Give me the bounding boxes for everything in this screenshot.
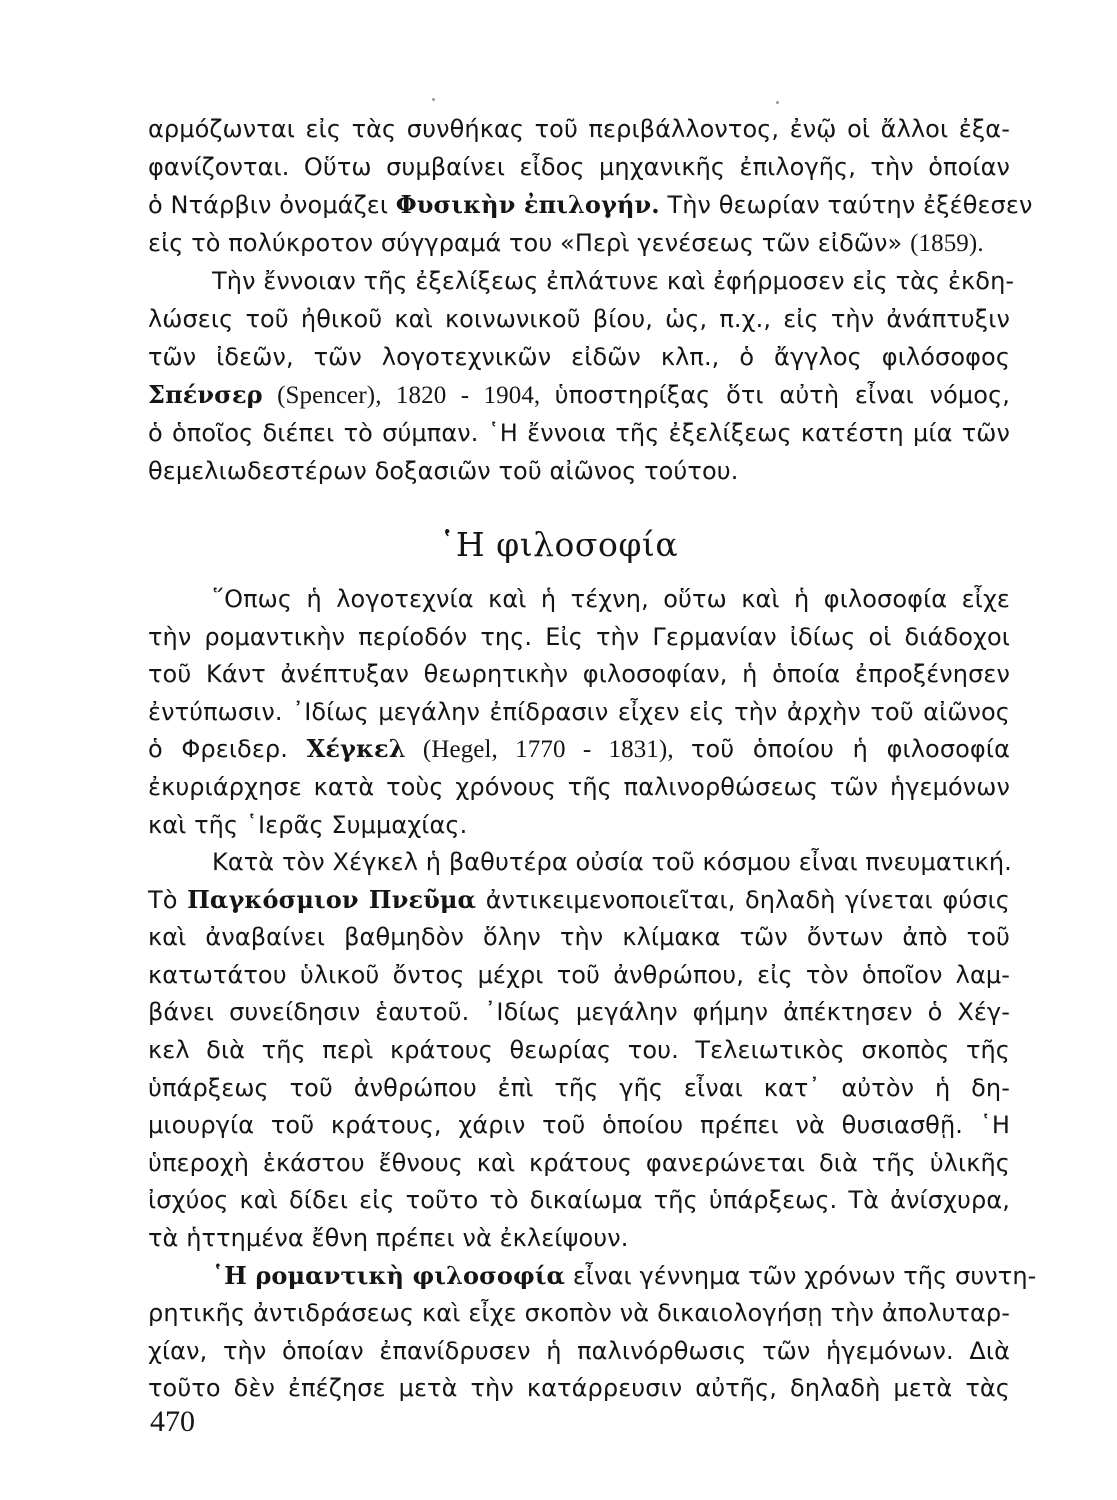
text-line bbox=[148, 730, 1010, 768]
bold-term-natural-selection: Φυσικὴν ἐπιλογήν. bbox=[395, 190, 660, 219]
text-line: κατωτάτου ὑλικοῦ ὄντος μέχρι τοῦ ἀνθρώπου, εἰς τὸν ὁποῖον λαμ- bbox=[148, 960, 1010, 989]
text-line: λώσεις τοῦ ἠθικοῦ καὶ κοινωνικοῦ βίου, ὡς, π.χ., εἰς τὴν ἀνάπτυξιν bbox=[148, 305, 1010, 333]
text-segment: Τὸ bbox=[148, 885, 188, 914]
text-line bbox=[148, 376, 1010, 414]
text-line: θεμελιωδεστέρων δοξασιῶν τοῦ αἰῶνος τούτου. bbox=[148, 457, 739, 485]
year-text: (1859). bbox=[910, 230, 984, 257]
text-line bbox=[148, 881, 1010, 919]
bold-name-hegel: Χέγκελ bbox=[306, 734, 406, 764]
text-line: τοῦτο δὲν ἐπέζησε μετὰ τὴν κατάρρευσιν αὐτῆς, δηλαδὴ μετὰ τὰς bbox=[148, 1374, 1010, 1403]
bold-name-spencer: Σπένσερ bbox=[148, 380, 263, 409]
text-line: τῶν ἰδεῶν, τῶν λογοτεχνικῶν εἰδῶν κλπ., ὁ ἄγγλος φιλόσοφος bbox=[148, 343, 1010, 371]
print-speck bbox=[776, 101, 779, 104]
text-segment: Τὴν θεωρίαν ταύτην ἐξέθεσεν bbox=[659, 191, 1033, 219]
text-line bbox=[148, 186, 1033, 224]
text-line: τὰ ἡττημένα ἔθνη πρέπει νὰ ἐκλείψουν. bbox=[148, 1224, 629, 1252]
text-line: μιουργία τοῦ κράτους, χάριν τοῦ ὁποίου πρέπει νὰ θυσιασθῇ. ῾Η bbox=[148, 1111, 1010, 1140]
page-number: 470 bbox=[150, 1405, 195, 1438]
text-line: ρητικῆς ἀντιδράσεως καὶ εἶχε σκοπὸν νὰ δικαιολογήσῃ τὴν ἀπολυταρ- bbox=[148, 1299, 1010, 1328]
text-line: βάνει συνείδησιν ἑαυτοῦ. ᾿Ιδίως μεγάλην φήμην ἀπέκτησεν ὁ Χέγ- bbox=[148, 998, 1010, 1027]
text-segment: ὁ Ντάρβιν ὀνομάζει bbox=[148, 191, 396, 219]
text-line bbox=[148, 224, 1010, 262]
section-heading: ῾Η φιλοσοφία bbox=[438, 525, 679, 564]
text-line: Τὴν ἔννοιαν τῆς ἐξελίξεως ἐπλάτυνε καὶ ἐφήρμοσεν εἰς τὰς ἐκδη- bbox=[212, 267, 1015, 295]
text-line: ἰσχύος καὶ δίδει εἰς τοῦτο τὸ δικαίωμα τῆς ὑπάρξεως. Τὰ ἀνίσχυρα, bbox=[148, 1186, 1010, 1215]
text-line: κελ διὰ τῆς περὶ κράτους θεωρίας του. Τελειωτικὸς σκοπὸς τῆς bbox=[148, 1036, 1010, 1064]
text-line: ῞Οπως ἡ λογοτεχνία καὶ ἡ τέχνη, οὕτω καὶ ἡ φιλοσοφία εἶχε bbox=[212, 585, 1010, 613]
text-line: ἐντύπωσιν. ᾿Ιδίως μεγάλην ἐπίδρασιν εἶχεν εἰς τὴν ἀρχὴν τοῦ αἰῶνος bbox=[148, 697, 1010, 726]
text-segment: ὑποστηρίξας ὅτι αὐτὴ εἶναι νόμος, bbox=[554, 381, 1010, 409]
latin-name-dates: (Hegel, 1770 - 1831), bbox=[405, 736, 691, 764]
latin-name-dates: (Spencer), 1820 - 1904, bbox=[262, 382, 555, 409]
bold-term-romantic-philosophy: ῾Η ρομαντικὴ φιλοσοφία bbox=[212, 1260, 566, 1290]
text-segment: ἀντικειμενοποιεῖται, δηλαδὴ γίνεται φύσις bbox=[476, 885, 1010, 914]
text-line: ἐκυριάρχησε κατὰ τοὺς χρόνους τῆς παλινορθώσεως τῶν ἡγεμόνων bbox=[148, 773, 1010, 801]
text-line: ὑπάρξεως τοῦ ἀνθρώπου ἐπὶ τῆς γῆς εἶναι κατ᾿ αὐτὸν ἡ δη- bbox=[148, 1073, 1010, 1102]
text-line: φανίζονται. Οὕτω συμβαίνει εἶδος μηχανικῆς ἐπιλογῆς, τὴν ὁποίαν bbox=[148, 153, 1010, 181]
text-line: ὑπεροχὴ ἑκάστου ἔθνους καὶ κράτους φανερώνεται διὰ τῆς ὑλικῆς bbox=[148, 1148, 1010, 1177]
text-segment: εἶναι γέννημα τῶν χρόνων τῆς συντη- bbox=[565, 1261, 1037, 1290]
bold-term-world-spirit: Παγκόσμιον Πνεῦμα bbox=[187, 884, 477, 914]
text-line: τοῦ Κάντ ἀνέπτυξαν θεωρητικὴν φιλοσοφίαν, ἡ ὁποία ἐπροξένησεν bbox=[148, 660, 1010, 689]
text-segment: εἰς τὸ πολύκροτον σύγγραμά του «Περὶ γενέσεως τῶν εἰδῶν» bbox=[148, 229, 911, 257]
text-segment: ὁ Φρειδερ. bbox=[148, 735, 307, 764]
text-line bbox=[212, 1257, 1037, 1295]
text-line: καὶ ἀναβαίνει βαθμηδὸν ὅλην τὴν κλίμακα τῶν ὄντων ἀπὸ τοῦ bbox=[148, 923, 1010, 952]
text-line: ὁ ὁποῖος διέπει τὸ σύμπαν. ῾Η ἔννοια τῆς ἐξελίξεως κατέστη μία τῶν bbox=[148, 419, 1010, 447]
text-line: χίαν, τὴν ὁποίαν ἐπανίδρυσεν ἡ παλινόρθωσις τῶν ἡγεμόνων. Διὰ bbox=[148, 1336, 1010, 1365]
print-speck bbox=[432, 98, 435, 101]
text-line: αρμόζωνται εἰς τὰς συνθήκας τοῦ περιβάλλοντος, ἐνῷ οἱ ἄλλοι ἐξα- bbox=[148, 115, 1010, 143]
text-segment: τοῦ ὁποίου ἡ φιλοσοφία bbox=[690, 735, 1010, 764]
text-line: τὴν ρομαντικὴν περίοδόν της. Εἰς τὴν Γερμανίαν ἰδίως οἱ διάδοχοι bbox=[148, 622, 1010, 651]
text-line: καὶ τῆς ῾Ιερᾶς Συμμαχίας. bbox=[148, 810, 468, 839]
text-line: Κατὰ τὸν Χέγκελ ἡ βαθυτέρα οὐσία τοῦ κόσμου εἶναι πνευματική. bbox=[212, 848, 1012, 876]
